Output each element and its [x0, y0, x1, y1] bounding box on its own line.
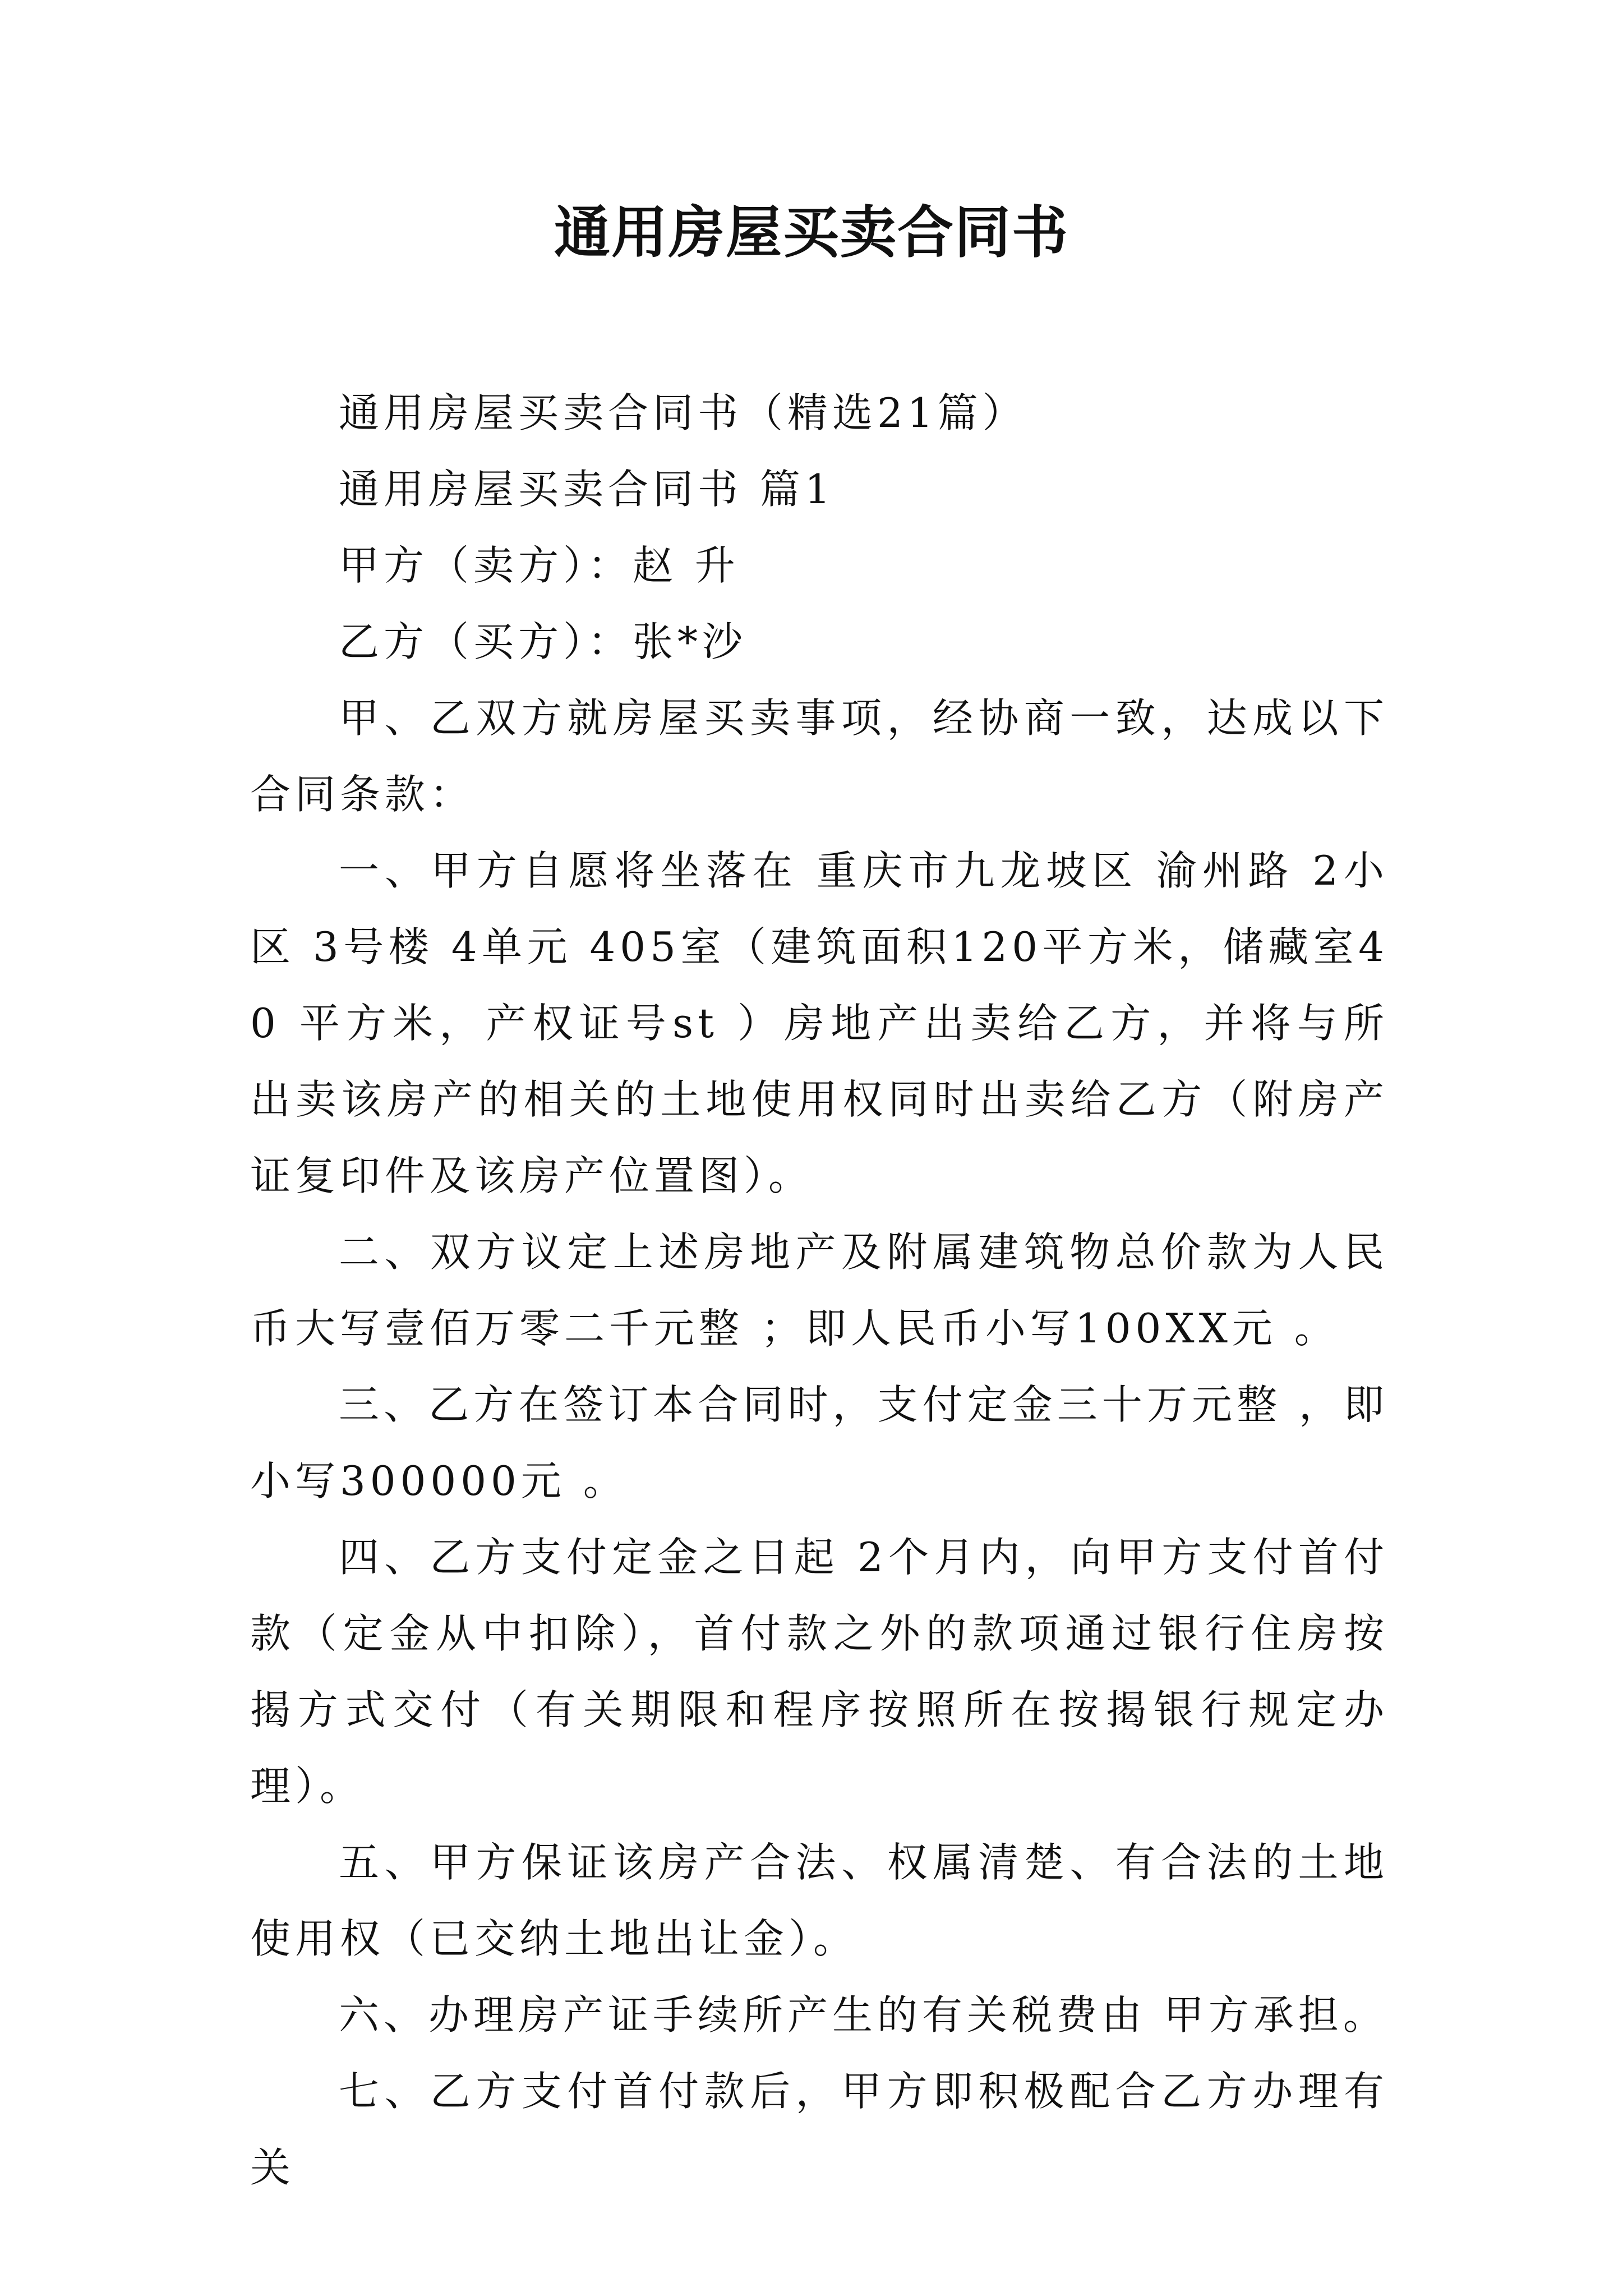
clause-3: 三、乙方在签订本合同时，支付定金三十万元整 ，即小写300000元 。: [250, 1381, 1389, 1504]
preamble-paragraph: 甲、乙双方就房屋买卖事项，经协商一致，达成以下合同条款：: [250, 694, 1389, 818]
document-body: [250, 375, 1389, 2206]
clause-4: 四、乙方支付定金之日起 2个月内，向甲方支付首付款（定金从中扣除），首付款之外的款项通过银行住房按揭方式交付（有关期限和程序按照所在按揭银行规定办理）。: [250, 1534, 1389, 1810]
document-title: 通用房屋买卖合同书: [554, 200, 1069, 265]
clause-2: 二、双方议定上述房地产及附属建筑物总价款为人民币大写壹佰万零二千元整 ；即人民币小写100XX元 。: [250, 1228, 1389, 1352]
clause-7: 七、乙方支付首付款后，甲方即积极配合乙方办理有关: [250, 2068, 1389, 2191]
clause-5: 五、甲方保证该房产合法、权属清楚、有合法的土地使用权（已交纳土地出让金）。: [250, 1839, 1389, 1962]
section-heading: 通用房屋买卖合同书 篇1: [339, 466, 835, 513]
clause-1: 一、甲方自愿将坐落在 重庆市九龙坡区 渝州路 2小区 3号楼 4单元 405室（建筑面积120平方米，储藏室40 平方米，产权证号st ）房地产出卖给乙方，并将与所出卖该房产的相关的土地使用权同时出卖给乙方（附房产证复印件及该房产位置图）。: [250, 847, 1389, 1199]
subtitle-paragraph: 通用房屋买卖合同书（精选21篇）: [339, 389, 1027, 436]
party-b-line: 乙方（买方）：张*沙: [339, 618, 748, 665]
clause-6: 六、办理房产证手续所产生的有关税费由 甲方承担。: [339, 1991, 1388, 2039]
party-a-line: 甲方（卖方）：赵 升: [339, 542, 740, 589]
